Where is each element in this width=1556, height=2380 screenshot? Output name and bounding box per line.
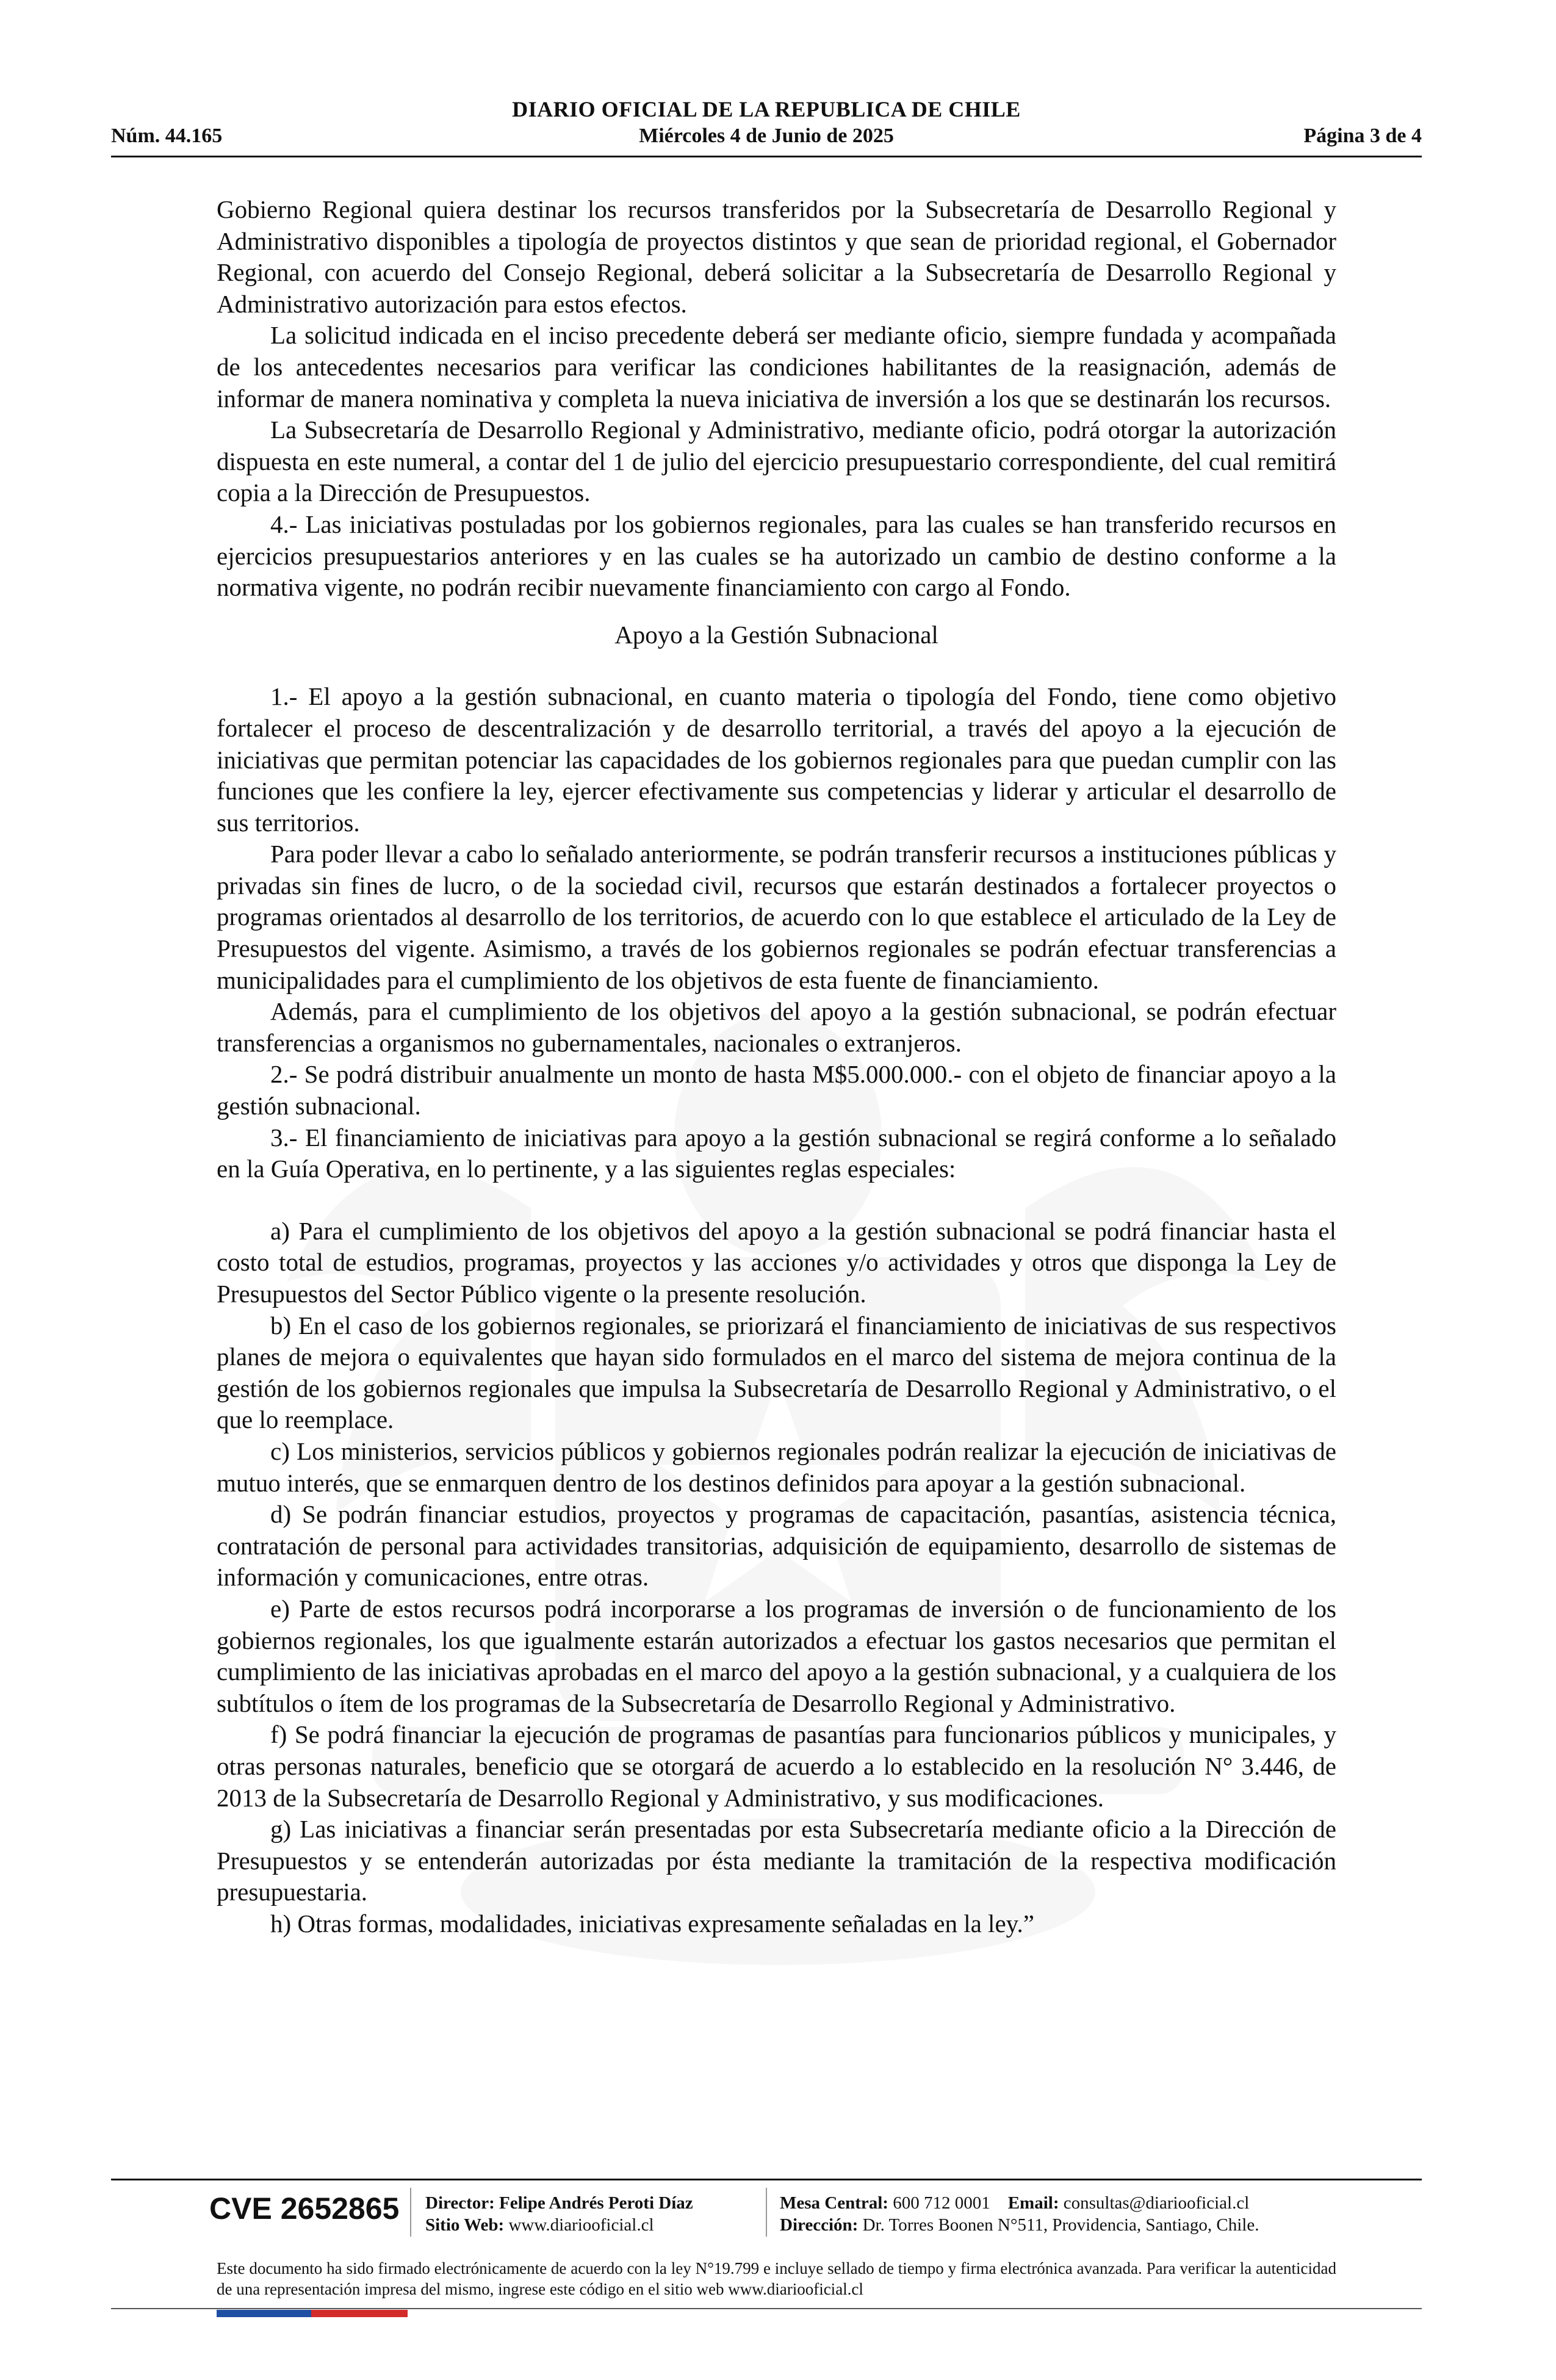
- paragraph: La Subsecretaría de Desarrollo Regional y Administrativo, mediante oficio, podrá otorgar la autorización dispuesta en este numeral, a contar del 1 de julio del ejercicio presupuestario correspondiente, del cual remitirá copia a la Dirección de Presupuestos.: [217, 416, 1336, 507]
- list-item: h) Otras formas, modalidades, iniciativas expresamente señaladas en la ley.”: [270, 1909, 1034, 1938]
- paragraph: Para poder llevar a cabo lo señalado anteriormente, se podrán transferir recursos a instituciones públicas y privadas sin fines de lucro, o de la sociedad civil, recursos que estarán destinados a fortalecer proyectos o programas orientados al desarrollo de los territorios, de acuerdo con lo que establece el articulado de la Ley de Presupuestos del vigente. Asimismo, a través de los gobiernos regionales se podrán efectuar transferencias a municipalidades para el cumplimiento de los objetivos de esta fuente de financiamiento.: [217, 840, 1336, 994]
- footer-bottom-divider: [111, 2308, 1422, 2309]
- cve-code: CVE 2652865: [209, 2191, 400, 2226]
- address-value: Dr. Torres Boonen N°511, Providencia, Santiago, Chile.: [862, 2215, 1259, 2235]
- website-link[interactable]: www.diariooficial.cl: [508, 2215, 654, 2235]
- phone-value: 600 712 0001: [893, 2193, 990, 2213]
- publication-title: DIARIO OFICIAL DE LA REPUBLICA DE CHILE: [512, 97, 1021, 121]
- footer-contact-block: [780, 2192, 1259, 2236]
- paragraph: La solicitud indicada en el inciso precedente deberá ser mediante oficio, siempre fundada y acompañada de los antecedentes necesarios para verificar las condiciones habilitantes de la reasignación, además de informar de manera nominativa y completa la nueva iniciativa de inversión a los que se destinarán los recursos.: [217, 321, 1336, 413]
- list-item: a) Para el cumplimiento de los objetivos del apoyo a la gestión subnacional se podrá financiar hasta el costo total de estudios, programas, proyectos y las acciones y/o actividades y otros que disponga la Ley de Presupuestos del Sector Público vigente o la presente resolución.: [217, 1216, 1336, 1308]
- email-link[interactable]: consultas@diariooficial.cl: [1063, 2193, 1250, 2213]
- email-label: Email:: [1007, 2193, 1059, 2213]
- legal-notice: Este documento ha sido firmado electrónicamente de acuerdo con la ley N°19.799 e incluye sellado de tiempo y firma electrónica avanzada. Para verificar la autenticidad de una representación impresa del mismo, ingrese este código en el sitio web www.diariooficial.cl: [217, 2259, 1336, 2298]
- paragraph: Gobierno Regional quiera destinar los recursos transferidos por la Subsecretaría de Desarrollo Regional y Administrativo disponibles a tipología de proyectos distintos y que sean de prioridad regional, el Gobernador Regional, con acuerdo del Consejo Regional, deberá solicitar a la Subsecretaría de Desarrollo Regional y Administrativo autorización para estos efectos.: [217, 195, 1336, 318]
- footer-director-block: [425, 2192, 693, 2236]
- list-item: d) Se podrán financiar estudios, proyectos y programas de capacitación, pasantías, asistencia técnica, contratación de personal para actividades transitorias, adquisición de equipamiento, desarrollo de sistemas de información y comunicaciones, entre otras.: [217, 1500, 1336, 1592]
- list-item: b) En el caso de los gobiernos regionales, se priorizará el financiamiento de iniciativas de sus respectivos planes de mejora o equivalentes que hayan sido formulados en el marco del sistema de mejora continua de la gestión de los gobiernos regionales que impulsa la Subsecretaría de Desarrollo Regional y Administrativo, o el que lo reemplace.: [217, 1311, 1336, 1434]
- list-item: f) Se podrá financiar la ejecución de programas de pasantías para funcionarios públicos y municipales, y otras personas naturales, beneficio que se otorgará de acuerdo a lo establecido en la resolución N° 3.446, de 2013 de la Subsecretaría de Desarrollo Regional y Administrativo, y sus modificaciones.: [217, 1720, 1336, 1812]
- footer-separator: [410, 2188, 411, 2237]
- phone-label: Mesa Central:: [780, 2193, 888, 2213]
- paragraph: Además, para el cumplimiento de los objetivos del apoyo a la gestión subnacional, se podrán efectuar transferencias a organismos no gubernamentales, nacionales o extranjeros.: [217, 997, 1336, 1057]
- page-header: [111, 96, 1422, 157]
- list-item: c) Los ministerios, servicios públicos y gobiernos regionales podrán realizar la ejecución de iniciativas de mutuo interés, que se enmarquen dentro de los destinos definidos para apoyar a la gestión subnacional.: [217, 1437, 1336, 1497]
- issue-number: Núm. 44.165: [111, 124, 223, 147]
- paragraph: 3.- El financiamiento de iniciativas para apoyo a la gestión subnacional se regirá conforme a lo señalado en la Guía Operativa, en lo pertinente, y a las siguientes reglas especiales:: [217, 1123, 1336, 1183]
- flag-stripe-blue: [217, 2310, 311, 2317]
- document-body: [217, 194, 1336, 1939]
- section-heading: Apoyo a la Gestión Subnacional: [614, 620, 938, 649]
- director-name: Felipe Andrés Peroti Díaz: [499, 2193, 693, 2213]
- paragraph: 1.- El apoyo a la gestión subnacional, en cuanto materia o tipología del Fondo, tiene como objetivo fortalecer el proceso de descentralización y de desarrollo territorial, a través del apoyo a la ejecución de iniciativas que permitan potenciar las capacidades de los gobiernos regionales para que puedan cumplir con las funciones que les confiere la ley, ejercer efectivamente sus competencias y liderar y articular el desarrollo de sus territorios.: [217, 682, 1336, 837]
- header-divider: [111, 156, 1422, 157]
- flag-stripe-red: [311, 2310, 408, 2317]
- list-item: e) Parte de estos recursos podrá incorporarse a los programas de inversión o de funcionamiento de los gobiernos regionales, los que igualmente estarán autorizados a efectuar los gastos necesarios que permitan el cumplimiento de las iniciativas aprobadas en el marco del apoyo a la gestión subnacional, y a cualquiera de los subtítulos o ítem de los programas de la Subsecretaría de Desarrollo Regional y Administrativo.: [217, 1594, 1336, 1717]
- paragraph: 4.- Las iniciativas postuladas por los gobiernos regionales, para las cuales se han transferido recursos en ejercicios presupuestarios anteriores y en las cuales se ha autorizado un cambio de destino conforme a la normativa vigente, no podrán recibir nuevamente financiamiento con cargo al Fondo.: [217, 510, 1336, 602]
- paragraph: 2.- Se podrá distribuir anualmente un monto de hasta M$5.000.000.- con el objeto de financiar apoyo a la gestión subnacional.: [217, 1060, 1336, 1120]
- footer-divider: [111, 2179, 1422, 2180]
- website-label: Sitio Web:: [425, 2215, 505, 2235]
- page-indicator: Página 3 de 4: [1303, 124, 1422, 147]
- address-label: Dirección:: [780, 2215, 859, 2235]
- footer-separator: [766, 2188, 767, 2237]
- list-item: g) Las iniciativas a financiar serán presentadas por esta Subsecretaría mediante oficio a la Dirección de Presupuestos y se entenderán autorizadas por ésta mediante la tramitación de la respectiva modificación presupuestaria.: [217, 1815, 1336, 1906]
- director-label: Director:: [425, 2193, 495, 2213]
- publication-date: Miércoles 4 de Junio de 2025: [639, 124, 894, 147]
